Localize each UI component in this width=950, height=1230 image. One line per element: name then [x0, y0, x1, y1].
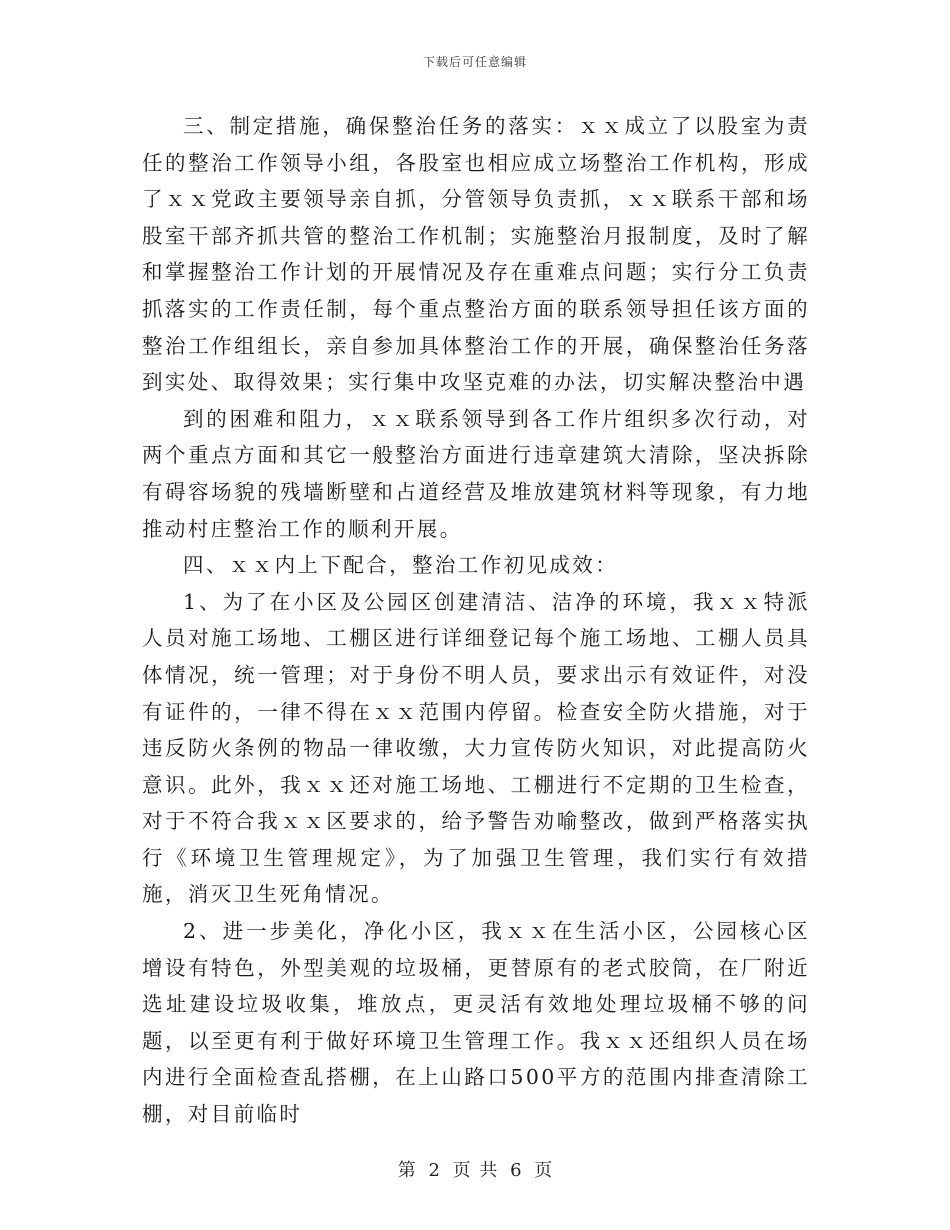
footer-suffix: 页: [534, 1160, 553, 1181]
paragraph-measures: 三、制定措施，确保整治任务的落实：ｘｘ成立了以股室为责任的整治工作领导小组，各股室也相应成立场整治工作机构，形成了ｘｘ党政主要领导亲自抓，分管领导负责抓，ｘｘ联系干部和场股室干部齐抓共管的整治工作机制；实施整治月报制度，及时了解和掌握整治工作计划的开展情况及存在重难点问题；实行分工负责抓落实的工作责任制，每个重点整治方面的联系领导担任该方面的整治工作组组长，亲自参加具体整治工作的开展，确保整治任务落到实处、取得效果；实行集中攻坚克难的办法，切实解决整治中遇: [142, 114, 810, 395]
footer-page-number: 2: [428, 1160, 440, 1181]
footer-middle: 页 共: [452, 1160, 498, 1181]
paragraph-section-four: 四、ｘｘ内上下配合，整治工作初见成效：: [183, 553, 619, 578]
document-body: [142, 108, 810, 1133]
footer-total-pages: 6: [510, 1160, 522, 1181]
page-footer: [0, 1156, 950, 1182]
footer-prefix: 第: [397, 1160, 416, 1181]
paragraph-difficulties: 到的困难和阻力，ｘｘ联系领导到各工作片组织多次行动，对两个重点方面和其它一般整治方面进行违章建筑大清除，坚决拆除有碍容场貌的残墙断壁和占道经营及堆放建筑材料等现象，有力地推动村庄整治工作的顺利开展。: [142, 406, 810, 541]
paragraph-item-two: 2、进一步美化，净化小区，我ｘｘ在生活小区，公园核心区增设有特色，外型美观的垃圾桶，更替原有的老式胶筒，在厂附近选址建设垃圾收集，堆放点，更灵活有效地处理垃圾桶不够的问题，以至更有利于做好环境卫生管理工作。我ｘｘ还组织人员在场内进行全面检查乱搭棚，在上山路口500平方的范围内排查清除工棚，对目前临时: [142, 919, 810, 1127]
header-note: 下载后可任意编辑: [422, 55, 527, 69]
paragraph-item-one: 1、为了在小区及公园区创建清洁、洁净的环境，我ｘｘ特派人员对施工场地、工棚区进行详细登记每个施工场地、工棚人员具体情况，统一管理；对于身份不明人员，要求出示有效证件，对没有证件的，一律不得在ｘｘ范围内停留。检查安全防火措施，对于违反防火条例的物品一律收缴，大力宣传防火知识，对此提高防火意识。此外，我ｘｘ还对施工场地、工棚进行不定期的卫生检查，对于不符合我ｘｘ区要求的，给予警告劝喻整改，做到严格落实执行《环境卫生管理规定》，为了加强卫生管理，我们实行有效措施，消灭卫生死角情况。: [142, 589, 810, 907]
